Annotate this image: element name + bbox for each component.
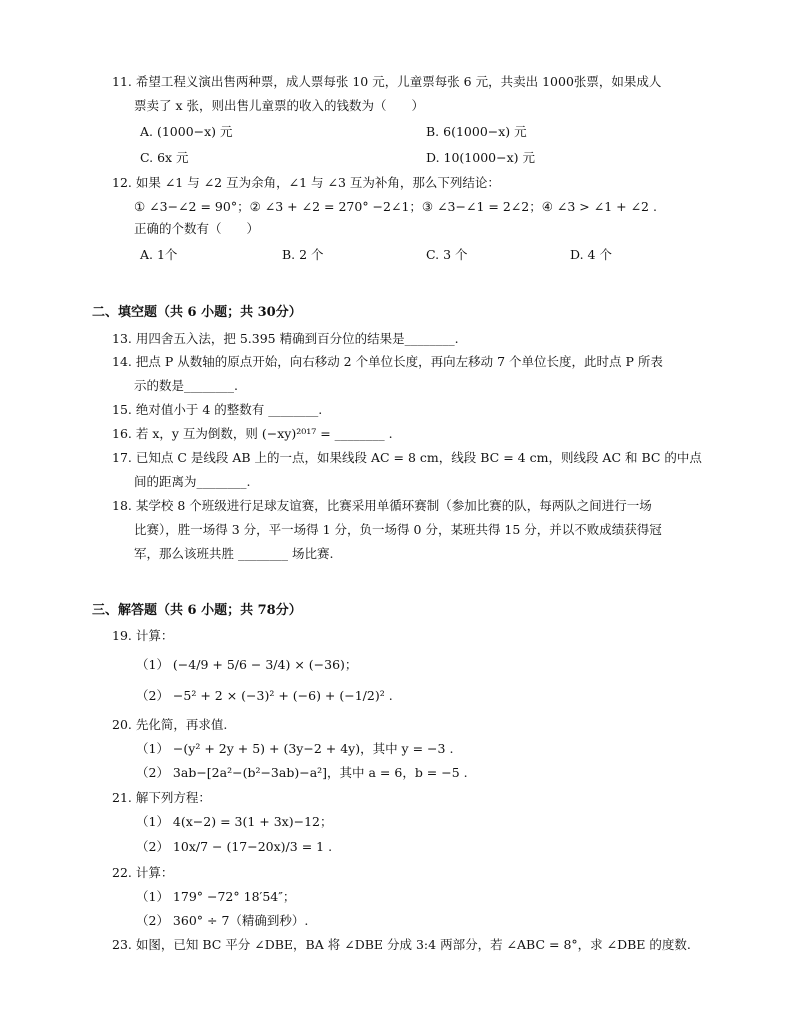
q12-option-d: D. 4 个 — [570, 247, 612, 262]
q18-line1: 18. 某学校 8 个班级进行足球友谊赛，比赛采用单循环赛制（参加比赛的队，每两队之间进行一场 — [112, 498, 652, 513]
q14-line1: 14. 把点 P 从数轴的原点开始，向右移动 2 个单位长度，再向左移动 7 个单位长度，此时点 P 所表 — [112, 354, 663, 369]
q19-part1: （1） (−4/9 + 5/6 − 3/4) × (−36)； — [136, 657, 358, 672]
q13: 13. 用四舍五入法，把 5.395 精确到百分位的结果是________. — [112, 331, 459, 346]
q21-title: 21. 解下列方程： — [112, 790, 211, 805]
q21-part1: （1） 4(x−2) = 3(1 + 3x)−12； — [136, 814, 333, 829]
q12-line2: ① ∠3−∠2 = 90°；② ∠3 + ∠2 = 270° −2∠1；③ ∠3−∠1 = 2∠2；④ ∠3 > ∠1 + ∠2 . — [134, 199, 657, 214]
q23: 23. 如图，已知 BC 平分 ∠DBE，BA 将 ∠DBE 分成 3:4 两部分，若 ∠ABC = 8°，求 ∠DBE 的度数. — [112, 937, 691, 952]
q20-part2: （2） 3ab−[2a²−(b²−3ab)−a²]，其中 a = 6，b = −5 . — [136, 765, 468, 780]
q19-title: 19. 计算： — [112, 628, 174, 643]
q17-line1: 17. 已知点 C 是线段 AB 上的一点，如果线段 AC = 8 cm，线段 BC = 4 cm，则线段 AC 和 BC 的中点 — [112, 450, 702, 465]
q12-option-b: B. 2 个 — [282, 247, 324, 262]
q20-part1: （1） −(y² + 2y + 5) + (3y−2 + 4y)，其中 y = −3 . — [136, 741, 454, 756]
q11-line1: 11. 希望工程义演出售两种票，成人票每张 10 元，儿童票每张 6 元，共卖出 1000张票，如果成人 — [112, 74, 662, 89]
q14-line2: 示的数是________. — [134, 378, 238, 393]
q22-part2: （2） 360° ÷ 7（精确到秒）. — [136, 913, 309, 928]
q11-option-d: D. 10(1000−x) 元 — [426, 150, 535, 165]
q16: 16. 若 x，y 互为倒数，则 (−xy)²⁰¹⁷ = ________ . — [112, 426, 393, 441]
q11-option-b: B. 6(1000−x) 元 — [426, 124, 527, 139]
q20-title: 20. 先化简，再求值. — [112, 717, 228, 732]
q17-line2: 间的距离为________. — [134, 474, 251, 489]
q15: 15. 绝对值小于 4 的整数有 ________. — [112, 402, 323, 417]
q22-title: 22. 计算： — [112, 865, 174, 880]
q12-option-c: C. 3 个 — [426, 247, 468, 262]
section-answer-heading: 三、解答题（共 6 小题；共 78分） — [92, 603, 302, 618]
q11-option-a: A. (1000−x) 元 — [140, 124, 233, 139]
q11-option-c: C. 6x 元 — [140, 150, 189, 165]
q18-line3: 军，那么该班共胜 ________ 场比赛. — [134, 546, 334, 561]
q21-part2: （2） 10x/7 − (17−20x)/3 = 1 . — [136, 839, 333, 854]
q12-option-a: A. 1个 — [140, 247, 178, 262]
q11-line2: 票卖了 x 张，则出售儿童票的收入的钱数为（ ） — [134, 98, 424, 113]
q18-line2: 比赛），胜一场得 3 分，平一场得 1 分，负一场得 0 分，某班共得 15 分，并以不败成绩获得冠 — [134, 522, 662, 537]
q12-line1: 12. 如果 ∠1 与 ∠2 互为余角，∠1 与 ∠3 互为补角，那么下列结论： — [112, 175, 500, 190]
q12-line3: 正确的个数有（ ） — [134, 221, 260, 236]
q19-part2: （2） −5² + 2 × (−3)² + (−6) + (−1/2)² . — [136, 688, 393, 703]
q22-part1: （1） 179° −72° 18′54″； — [136, 889, 296, 904]
section-fill-in-heading: 二、填空题（共 6 小题；共 30分） — [92, 305, 302, 320]
